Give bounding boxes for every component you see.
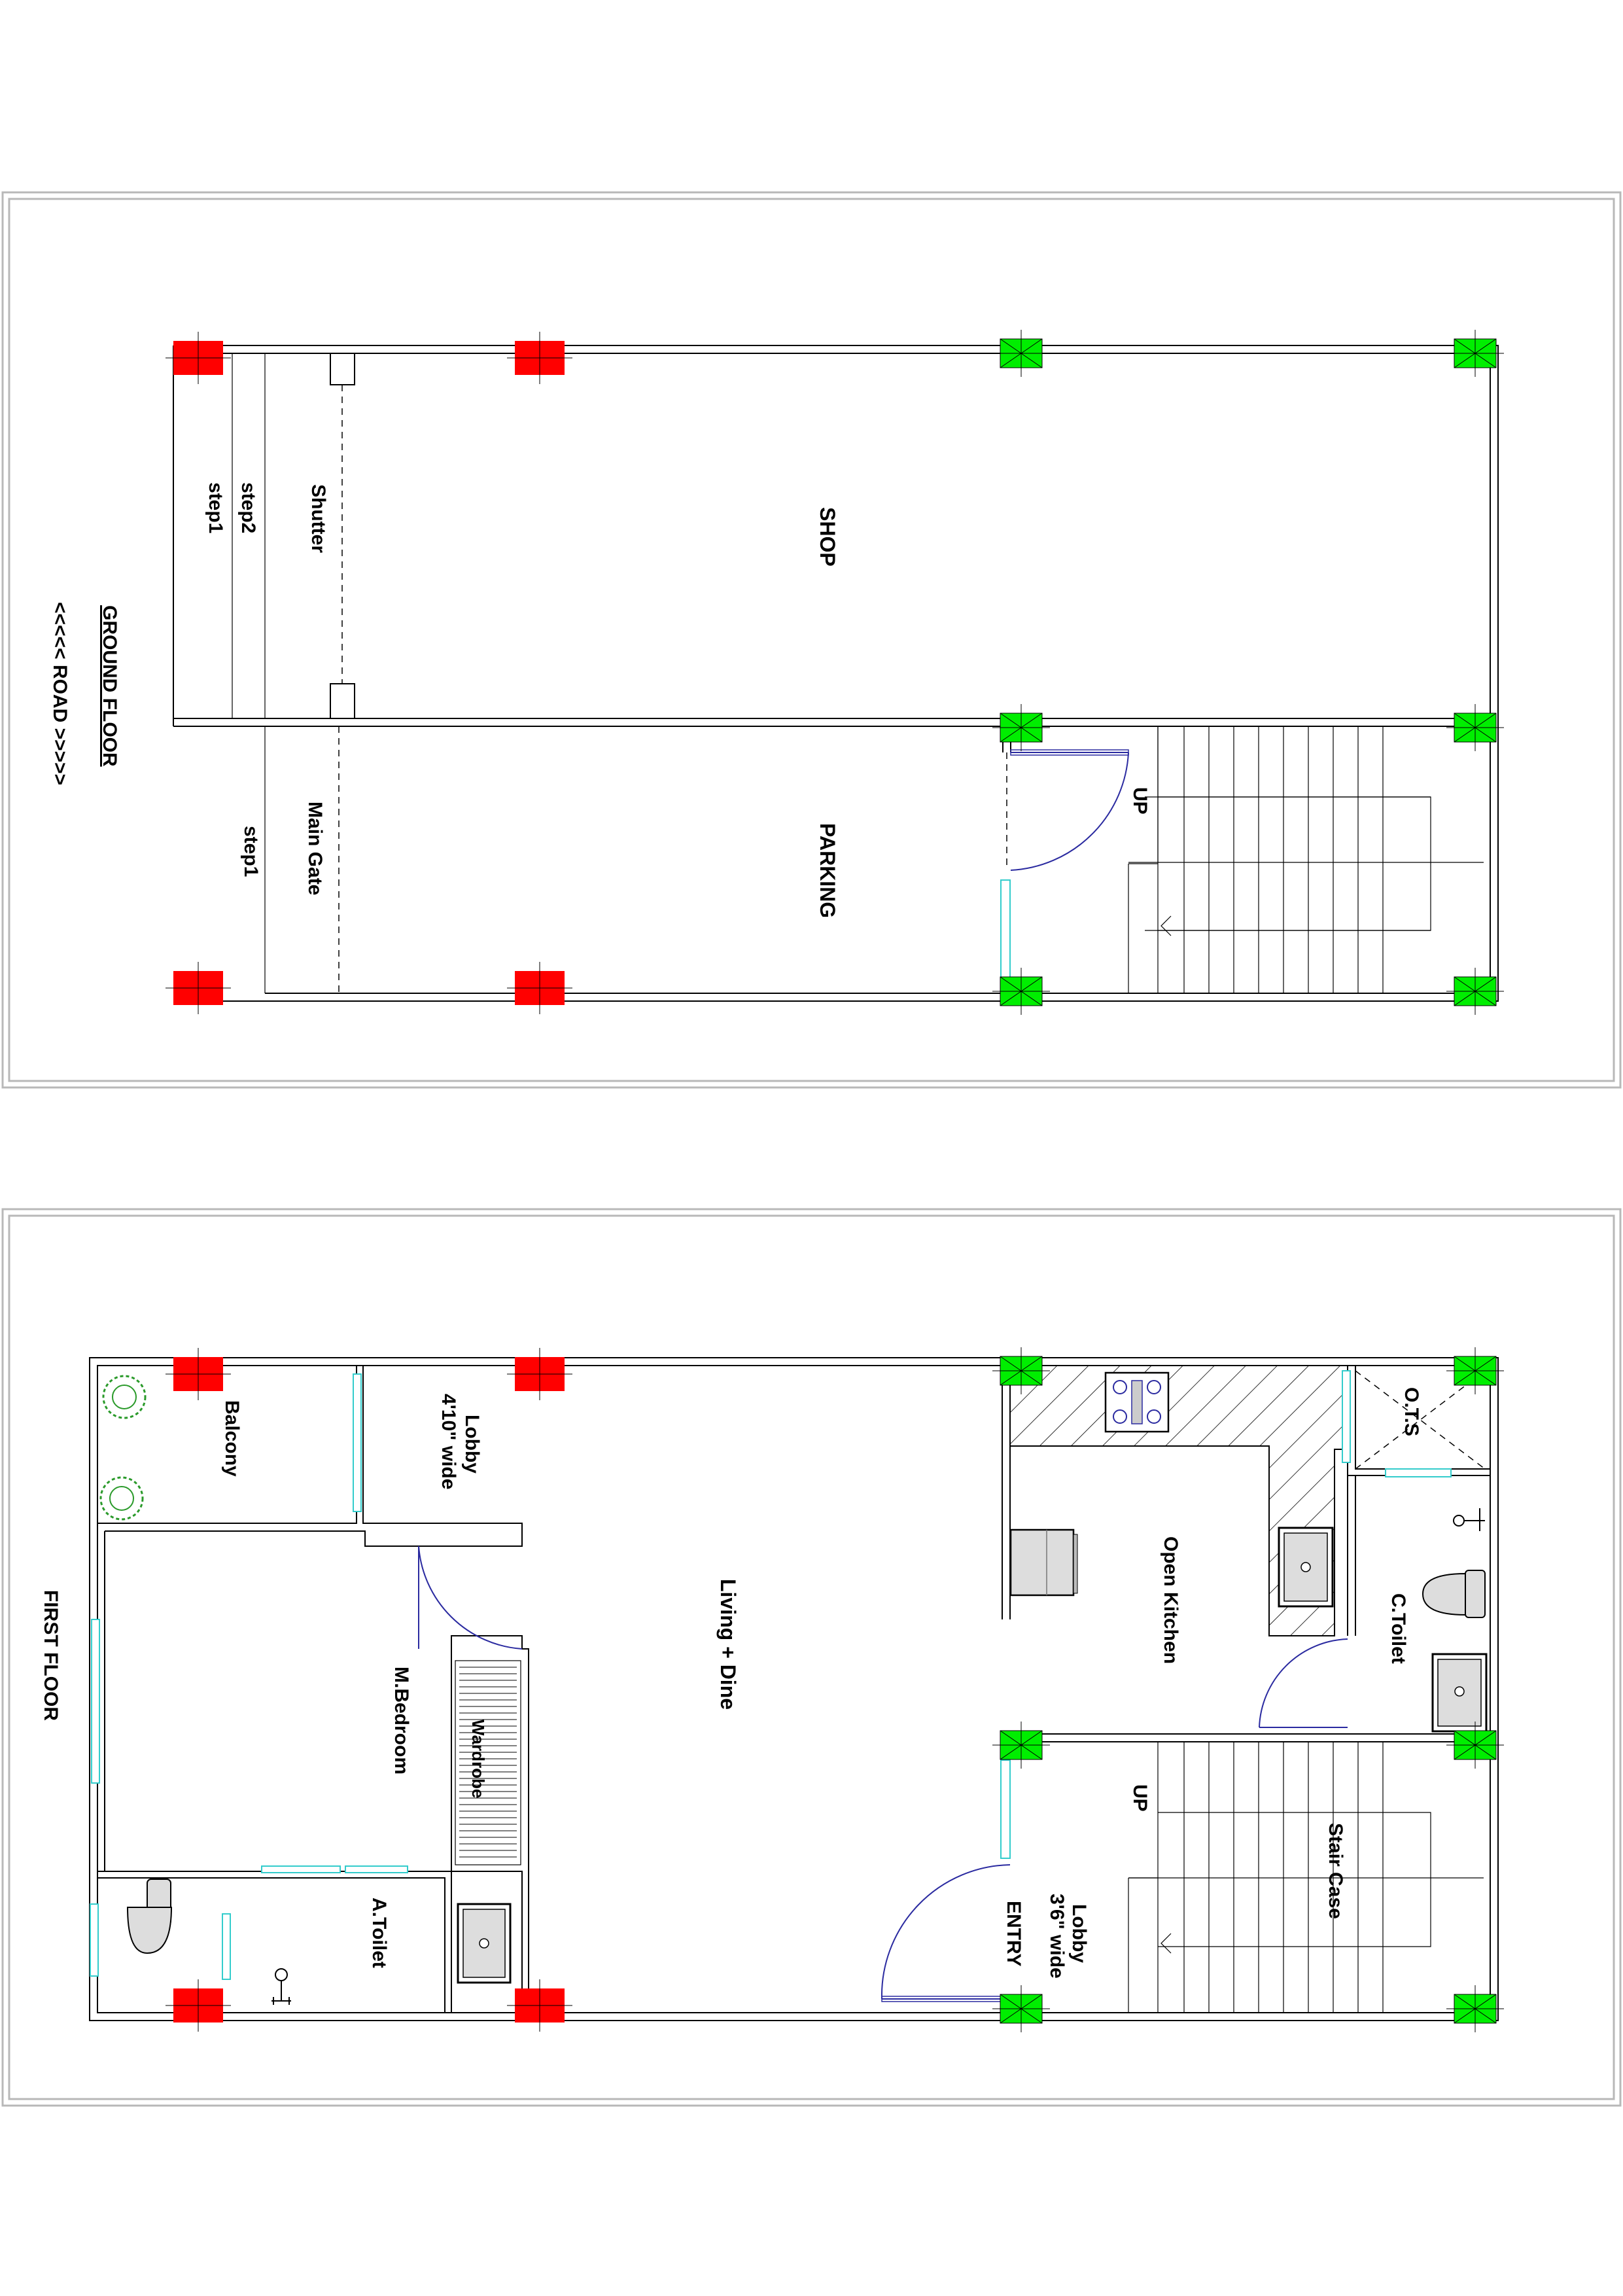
first-floor-panel — [3, 1209, 1620, 2106]
c-toilet-wc — [1423, 1570, 1485, 1617]
shower-tap-icon — [271, 1969, 291, 2005]
c-toilet-basin — [1433, 1654, 1486, 1731]
first-stair-up-label: UP — [1129, 1784, 1151, 1812]
kitchen-sink-icon — [1279, 1528, 1333, 1606]
entry-label: ENTRY — [1003, 1901, 1024, 1967]
ground-staircase — [1128, 726, 1484, 993]
stove-icon — [1106, 1373, 1168, 1432]
c-toilet-tap-icon — [1454, 1508, 1485, 1531]
plant-icon — [101, 1376, 145, 1519]
step1-bottom-label: step1 — [240, 826, 262, 877]
balcony-label: Balcony — [221, 1400, 243, 1477]
fridge-icon — [1011, 1530, 1077, 1595]
lobby-bottom-width: 3'6" wide — [1046, 1894, 1068, 1979]
wash-basin-a-toilet — [458, 1904, 510, 1983]
parking-label: PARKING — [816, 823, 839, 919]
a-toilet-label: A.Toilet — [368, 1898, 390, 1968]
step1-top-label: step1 — [205, 482, 226, 534]
wc-fixture — [128, 1879, 171, 1953]
shop-label: SHOP — [816, 507, 839, 567]
ots-label: O.T.S — [1401, 1387, 1422, 1437]
lobby-top-label: Lobby — [461, 1415, 483, 1474]
stair-case-label: Stair Case — [1325, 1823, 1346, 1919]
ground-stair-up-label: UP — [1129, 787, 1151, 815]
open-kitchen-label: Open Kitchen — [1160, 1536, 1181, 1665]
first-floor-title: FIRST FLOOR — [40, 1590, 61, 1721]
ground-floor-panel — [3, 192, 1620, 1087]
lobby-bottom-label: Lobby — [1068, 1904, 1090, 1963]
living-dine-label: Living + Dine — [716, 1579, 740, 1710]
road-label: <<<<< ROAD >>>>> — [49, 602, 71, 786]
c-toilet-label: C.Toilet — [1387, 1593, 1409, 1664]
wardrobe-label: Wardrobe — [468, 1720, 488, 1799]
ground-floor-title: GROUND FLOOR — [99, 605, 120, 767]
main-gate-label: Main Gate — [304, 802, 326, 896]
first-staircase — [1128, 1742, 1484, 2013]
m-bedroom-label: M.Bedroom — [391, 1667, 412, 1775]
lobby-top-width: 4'10" wide — [438, 1394, 459, 1490]
step2-label: step2 — [237, 482, 259, 534]
shutter-label: Shutter — [307, 484, 329, 553]
